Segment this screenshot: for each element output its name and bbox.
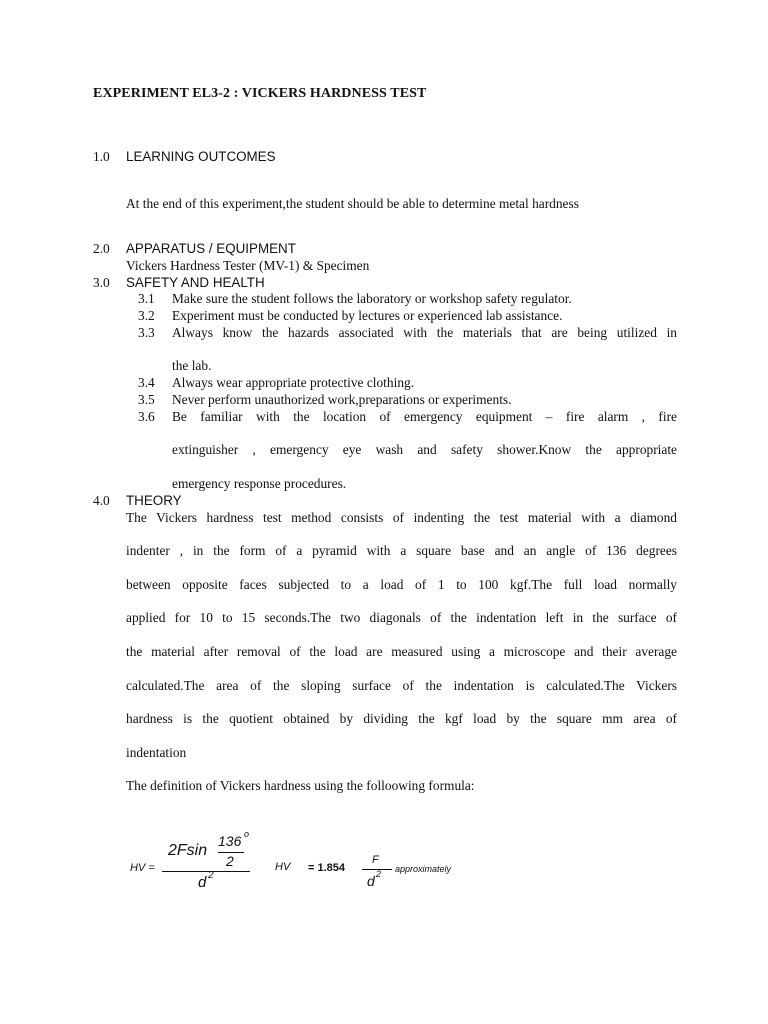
safety-item-number: 3.5: [138, 392, 155, 407]
safety-item-text: Experiment must be conducted by lectures or experienced lab assistance.: [172, 308, 563, 323]
safety-item-number: 3.1: [138, 291, 155, 306]
section-number-1: 1.0: [93, 149, 110, 164]
theory-line: indentation: [126, 745, 187, 760]
formula2-denominator: d: [367, 873, 375, 889]
formula-intro: The definition of Vickers hardness using the folloowing formula:: [126, 778, 475, 793]
apparatus-text: Vickers Hardness Tester (MV-1) & Specimen: [126, 258, 370, 273]
formula2-denominator-exponent: 2: [376, 869, 382, 879]
section-heading-apparatus: APPARATUS / EQUIPMENT: [126, 241, 296, 256]
safety-item-text: Always know the hazards associated with the materials that are being utilized in: [172, 325, 677, 340]
section-heading-theory: THEORY: [126, 493, 182, 508]
formula2-note: approximately: [395, 864, 452, 874]
safety-item-text-continued: extinguisher , emergency eye wash and safety shower.Know the appropriate: [172, 442, 677, 457]
formula-degree: o: [244, 829, 250, 839]
theory-line: the material after removal of the load are measured using a microscope and their average: [126, 644, 677, 659]
safety-item-number: 3.6: [138, 409, 155, 424]
formula-denominator-exponent: 2: [208, 870, 214, 881]
formula2-lhs: HV: [275, 861, 291, 873]
section-number-4: 4.0: [93, 493, 110, 508]
safety-item-number: 3.2: [138, 308, 155, 323]
formula-angle: 136: [218, 833, 242, 849]
section-number-2: 2.0: [93, 241, 110, 256]
formula-numerator: 2Fsin: [168, 842, 208, 859]
safety-item-text-continued: the lab.: [172, 358, 212, 373]
document-title: EXPERIMENT EL3-2 : VICKERS HARDNESS TEST: [93, 86, 427, 101]
section-number-3: 3.0: [93, 275, 110, 290]
safety-item-text: Be familiar with the location of emergency equipment – fire alarm , fire: [172, 409, 677, 424]
formula-inner-denominator: 2: [226, 853, 234, 869]
formula-fraction-bar: [162, 871, 250, 872]
safety-item-text: Make sure the student follows the laboratory or workshop safety regulator.: [172, 291, 572, 306]
safety-item-number: 3.3: [138, 325, 155, 340]
theory-line: hardness is the quotient obtained by dividing the kgf load by the square mm area of: [126, 711, 677, 726]
theory-line: applied for 10 to 15 seconds.The two diagonals of the indentation left in the surface of: [126, 610, 677, 625]
theory-line: indenter , in the form of a pyramid with a square base and an angle of 136 degrees: [126, 543, 677, 558]
formula2-constant: = 1.854: [308, 862, 346, 874]
safety-item-text: Never perform unauthorized work,preparations or experiments.: [172, 392, 512, 407]
formula2-numerator: F: [372, 854, 379, 866]
theory-line: calculated.The area of the sloping surface of the indentation is calculated.The Vickers: [126, 678, 677, 693]
section-heading-safety: SAFETY AND HEALTH: [126, 275, 265, 290]
safety-item-text-continued: emergency response procedures.: [172, 476, 347, 491]
formula-lhs: HV =: [130, 862, 155, 874]
learning-outcome-text: At the end of this experiment,the student should be able to determine metal hardness: [126, 196, 579, 211]
formula-denominator: d: [198, 874, 207, 891]
theory-line: The Vickers hardness test method consists of indenting the test material with a diamond: [126, 510, 677, 525]
safety-item-text: Always wear appropriate protective clothing.: [172, 375, 415, 390]
section-heading-learning-outcomes: LEARNING OUTCOMES: [126, 149, 276, 164]
safety-item-number: 3.4: [138, 375, 155, 390]
theory-line: between opposite faces subjected to a load of 1 to 100 kgf.The full load normally: [126, 577, 677, 592]
